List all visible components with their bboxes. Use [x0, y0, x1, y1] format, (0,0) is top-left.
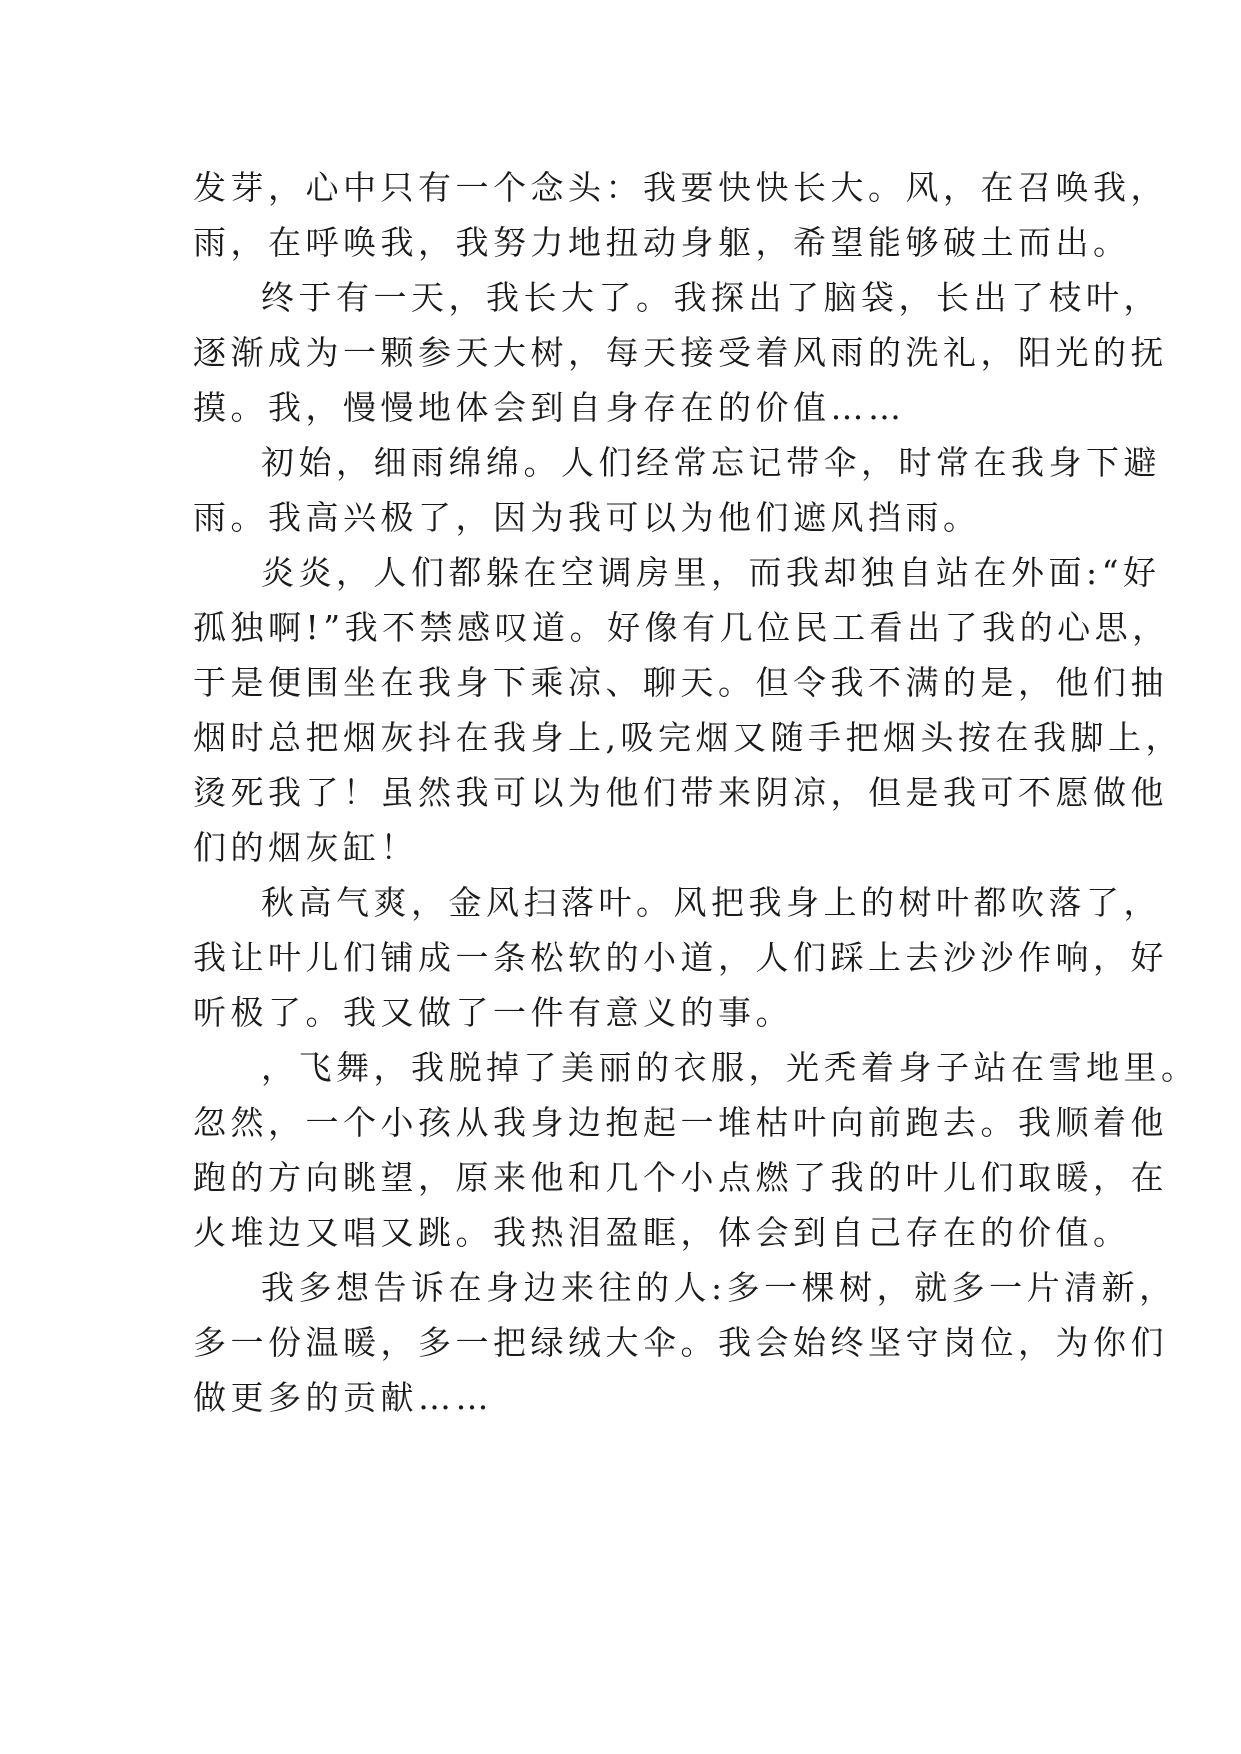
text-line: 听极了。我又做了一件有意义的事。 [193, 993, 793, 1032]
text-line: 做更多的贡献…… [193, 1378, 493, 1417]
text-line: 发芽，心中只有一个念头：我要快快长大。风，在召唤我， [193, 168, 1168, 207]
text-line: 忽然，一个小孩从我身边抱起一堆枯叶向前跑去。我顺着他 [193, 1103, 1168, 1142]
text-line: 我让叶儿们铺成一条松软的小道，人们踩上去沙沙作响，好 [193, 938, 1168, 977]
paragraph-first-line: 我多想告诉在身边来往的人:多一棵树，就多一片清新， [261, 1268, 1177, 1307]
text-line: 火堆边又唱又跳。我热泪盈眶，体会到自己存在的价值。 [193, 1213, 1131, 1252]
text-line: 雨，在呼唤我，我努力地扭动身躯，希望能够破土而出。 [193, 223, 1131, 262]
paragraph-first-line: 炎炎，人们都躲在空调房里，而我却独自站在外面:“好 [261, 553, 1161, 592]
text-line: 摸。我，慢慢地体会到自身存在的价值…… [193, 388, 906, 427]
text-line: 跑的方向眺望，原来他和几个小点燃了我的叶儿们取暖，在 [193, 1158, 1168, 1197]
text-line: 烟时总把烟灰抖在我身上,吸完烟又随手把烟头按在我脚上， [193, 718, 1183, 757]
paragraph-first-line: ，飞舞，我脱掉了美丽的衣服，光秃着身子站在雪地里。 [261, 1048, 1199, 1087]
paragraph-first-line: 终于有一天，我长大了。我探出了脑袋，长出了枝叶， [261, 278, 1161, 317]
paragraph-first-line: 初始，细雨绵绵。人们经常忘记带伞，时常在我身下避 [261, 443, 1161, 482]
text-line: 逐渐成为一颗参天大树，每天接受着风雨的洗礼，阳光的抚 [193, 333, 1168, 372]
text-line: 雨。我高兴极了，因为我可以为他们遮风挡雨。 [193, 498, 981, 537]
text-line: 烫死我了！虽然我可以为他们带来阴凉，但是我可不愿做他 [193, 773, 1168, 812]
text-line: 于是便围坐在我身下乘凉、聊天。但令我不满的是，他们抽 [193, 663, 1168, 702]
text-line: 们的烟灰缸！ [193, 828, 418, 867]
paragraph-first-line: 秋高气爽，金风扫落叶。风把我身上的树叶都吹落了， [261, 883, 1161, 922]
essay-body [193, 160, 1199, 1425]
text-line: 孤独啊!”我不禁感叹道。好像有几位民工看出了我的心思， [193, 608, 1170, 647]
text-line: 多一份温暖，多一把绿绒大伞。我会始终坚守岗位，为你们 [193, 1323, 1168, 1362]
